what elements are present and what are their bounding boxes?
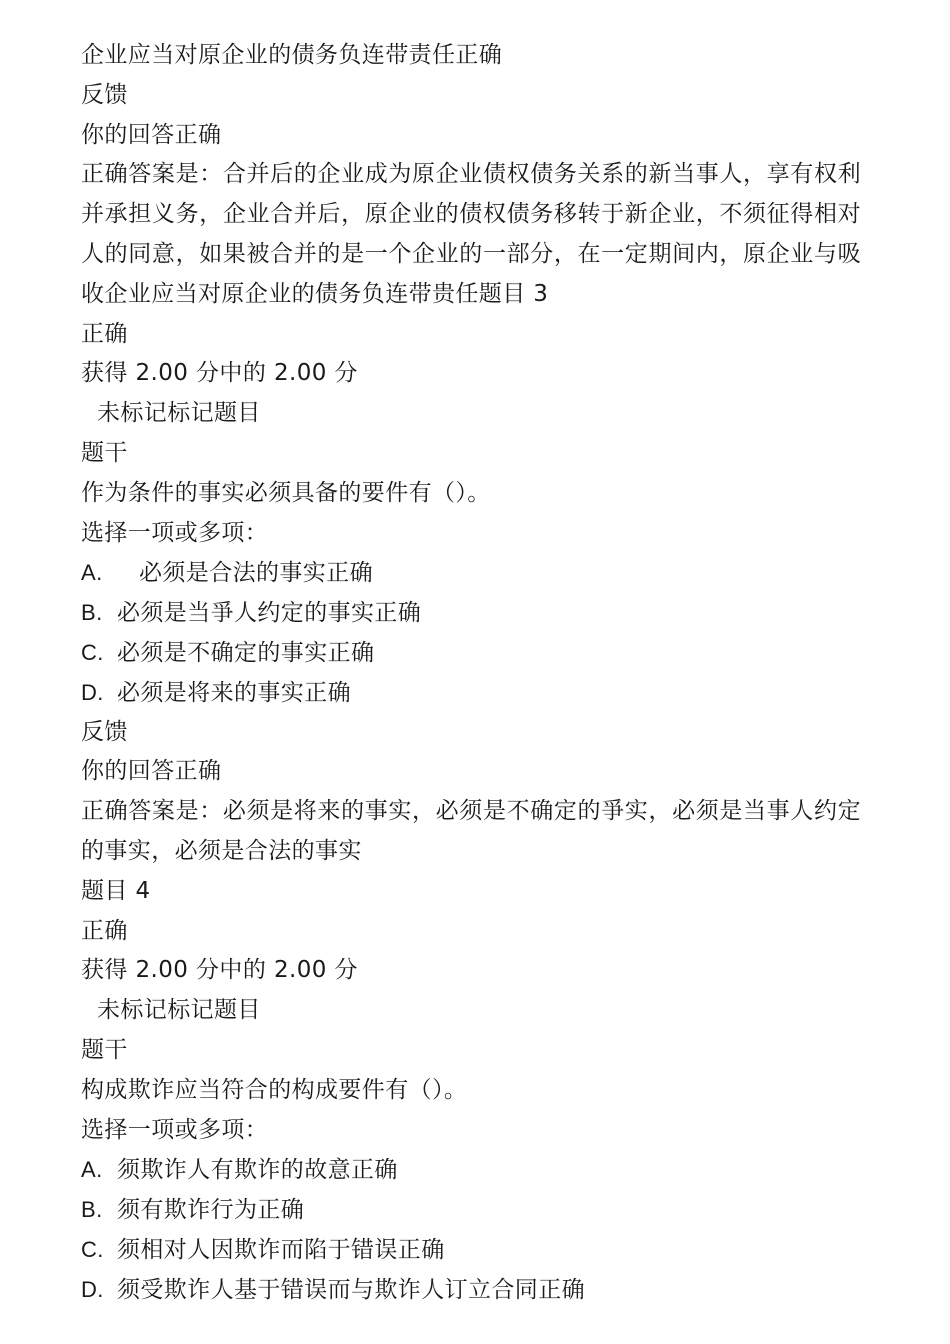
option-text: 必须是不确定的事实正确 <box>117 639 375 666</box>
question-instruction: 选择一项或多项： <box>81 519 269 546</box>
question-stem: 作为条件的事实必须具备的要件有（）。 <box>81 479 491 506</box>
option-c[interactable] <box>81 1230 861 1270</box>
your-answer-status: 你的回答正确 <box>81 758 222 785</box>
option-b[interactable] <box>81 593 861 633</box>
option-letter: D. <box>81 1276 104 1302</box>
question-stem-label: 题干 <box>81 439 128 466</box>
option-letter: D. <box>81 679 104 705</box>
feedback-heading: 反馈 <box>81 81 128 108</box>
option-text: 须欺诈人有欺诈的故意正确 <box>117 1157 398 1184</box>
correct-answer-text: 正确答案是：合并后的企业成为原企业债权债务关系的新当事人，享有权利并承担义务，企业合并后，原企业的债权债务移转于新企业，不须征得相对人的同意，如果被合并的是一个企业的一部分，在一定期间内，原企业与吸收企业应当对原企业的债务负连带贵任题目 3 <box>81 161 861 307</box>
feedback-heading: 反馈 <box>81 718 128 745</box>
option-b[interactable] <box>81 1190 861 1230</box>
answer-fragment: 企业应当对原企业的债务负连带责任正确 <box>81 42 503 68</box>
option-letter: C. <box>81 1236 104 1262</box>
option-text: 须受欺诈人基于错误而与欺诈人订立合同正确 <box>117 1276 585 1303</box>
option-a[interactable] <box>81 1150 861 1190</box>
option-c[interactable] <box>81 633 861 673</box>
question-status: 正确 <box>81 320 128 347</box>
question-score: 获得 2.00 分中的 2.00 分 <box>81 360 358 387</box>
option-text: 必须是合法的事实正确 <box>139 560 373 587</box>
option-a[interactable] <box>81 553 861 593</box>
option-letter: B. <box>81 600 103 626</box>
option-letter: A. <box>81 1157 103 1183</box>
option-letter: B. <box>81 1197 103 1223</box>
option-text: 必须是将来的事实正确 <box>117 679 351 706</box>
correct-answer-text: 正确答案是：必须是将来的事实，必须是不确定的爭实，必须是当事人约定的事实，必须是合法的事实 <box>81 798 861 864</box>
your-answer-status: 你的回答正确 <box>81 121 222 148</box>
question-stem-label: 题干 <box>81 1036 128 1063</box>
option-letter: C. <box>81 639 104 665</box>
question-instruction: 选择一项或多项： <box>81 1116 269 1143</box>
question-stem: 构成欺诈应当符合的构成要件有（）。 <box>81 1076 468 1103</box>
flag-question-link[interactable]: 未标记标记题目 <box>97 400 261 427</box>
question-score: 获得 2.00 分中的 2.00 分 <box>81 957 358 984</box>
option-text: 须相对人因欺诈而陷于错误正确 <box>117 1236 445 1263</box>
option-d[interactable] <box>81 1270 861 1310</box>
option-d[interactable] <box>81 673 861 713</box>
flag-question-link[interactable]: 未标记标记题目 <box>97 997 261 1024</box>
question-title: 题目 4 <box>81 877 151 904</box>
option-letter: A. <box>81 560 103 586</box>
option-text: 须有欺诈行为正确 <box>117 1197 305 1224</box>
document-page <box>81 36 861 1310</box>
question-status: 正确 <box>81 917 128 944</box>
option-text: 必须是当爭人约定的事实正确 <box>117 600 422 627</box>
